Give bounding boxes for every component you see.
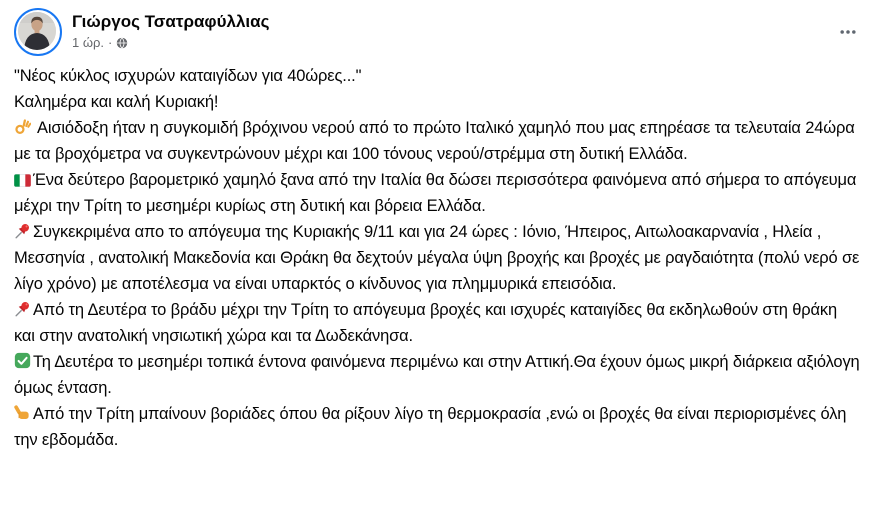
more-options-button[interactable]	[832, 18, 864, 46]
ellipsis-icon	[838, 21, 858, 43]
meta-separator: ·	[108, 35, 113, 50]
globe-icon	[116, 37, 128, 49]
post-paragraph	[14, 219, 860, 297]
post-meta	[72, 35, 269, 50]
post-header	[0, 0, 880, 60]
paragraph-text: Συγκεκριμένα απο το απόγευμα της Κυριακής 9/11 και για 24 ώρες : Ιόνιο, Ήπειρος, Αιτωλοακαρνανία , Ηλεία , Μεσσηνία , ανατολική Μακεδονία και Θράκη θα δεχτούν μέγαλα ύψη βροχής και βροχές με ραγδαιότητα (πολύ νερό σε λίγο χρόνο) με αποτέλεσμα να είναι υπαρκτός ο κίνδυνος για πλημμυρικά επεισόδια.	[14, 223, 860, 293]
paragraph-text: Ένα δεύτερο βαρομετρικό χαμηλό ξανα από την Ιταλία θα δώσει περισσότερα φαινόμενα από σήμερα το απόγευμα μέχρι την Τρίτη το μεσημέρι κυρίως στη δυτική και βόρεια Ελλάδα.	[14, 171, 857, 215]
paragraph-text: Από τη Δευτέρα το βράδυ μέχρι την Τρίτη το απόγευμα βροχές και ισχυρές καταιγίδες θα εκδηλωθούν στη θράκη και στην ανατολική νησιωτική χώρα και τα Δωδεκάνησα.	[14, 301, 838, 345]
paragraph-text: Καλημέρα και καλή Κυριακή!	[14, 93, 219, 111]
paragraph-text: Τη Δευτέρα το μεσημέρι τοπικά έντονα φαινόμενα περιμένω και στην Αττική.Θα έχουν όμως μικρή διάρκεια αξιόλογη όμως ένταση.	[14, 353, 860, 397]
post-paragraph	[14, 297, 860, 349]
post-timestamp[interactable]: 1 ώρ.	[72, 35, 104, 50]
post-paragraph	[14, 63, 860, 89]
check-mark-icon	[14, 352, 31, 369]
avatar-photo	[18, 12, 56, 50]
author-name[interactable]: Γιώργος Τσατραφύλλιας	[72, 12, 270, 31]
post-paragraph	[14, 89, 860, 115]
ok-hand-icon	[14, 118, 31, 135]
paragraph-text: Αισιόδοξη ήταν η συγκομιδή βρόχινου νερού από το πρώτο Ιταλικό χαμηλό που μας επηρέασε τα τελευταία 24ώρα με τα βροχόμετρα να συγκεντρώνουν μέχρι και 100 τόνους νερού/στρέμμα στη δυτική Ελλάδα.	[14, 119, 855, 163]
post-text	[0, 60, 880, 453]
pushpin-icon	[14, 300, 31, 317]
avatar[interactable]	[14, 8, 62, 56]
paragraph-text: Από την Τρίτη μπαίνουν βοριάδες όπου θα ρίξουν λίγο τη θερμοκρασία ,ενώ οι βροχές θα είναι περιορισμένες όλη την εβδομάδα.	[14, 405, 847, 449]
paragraph-text: "Νέος κύκλος ισχυρών καταιγίδων για 40ώρες..."	[14, 67, 362, 85]
profile-photo-illustration	[18, 12, 56, 50]
header-info	[72, 8, 269, 50]
italy-flag-icon	[14, 174, 31, 187]
post-paragraph	[14, 349, 860, 401]
pushpin-icon	[14, 222, 31, 239]
post-paragraph	[14, 167, 860, 219]
post-paragraph	[14, 401, 860, 453]
post-paragraph	[14, 115, 860, 167]
pointing-up-icon	[14, 404, 31, 421]
